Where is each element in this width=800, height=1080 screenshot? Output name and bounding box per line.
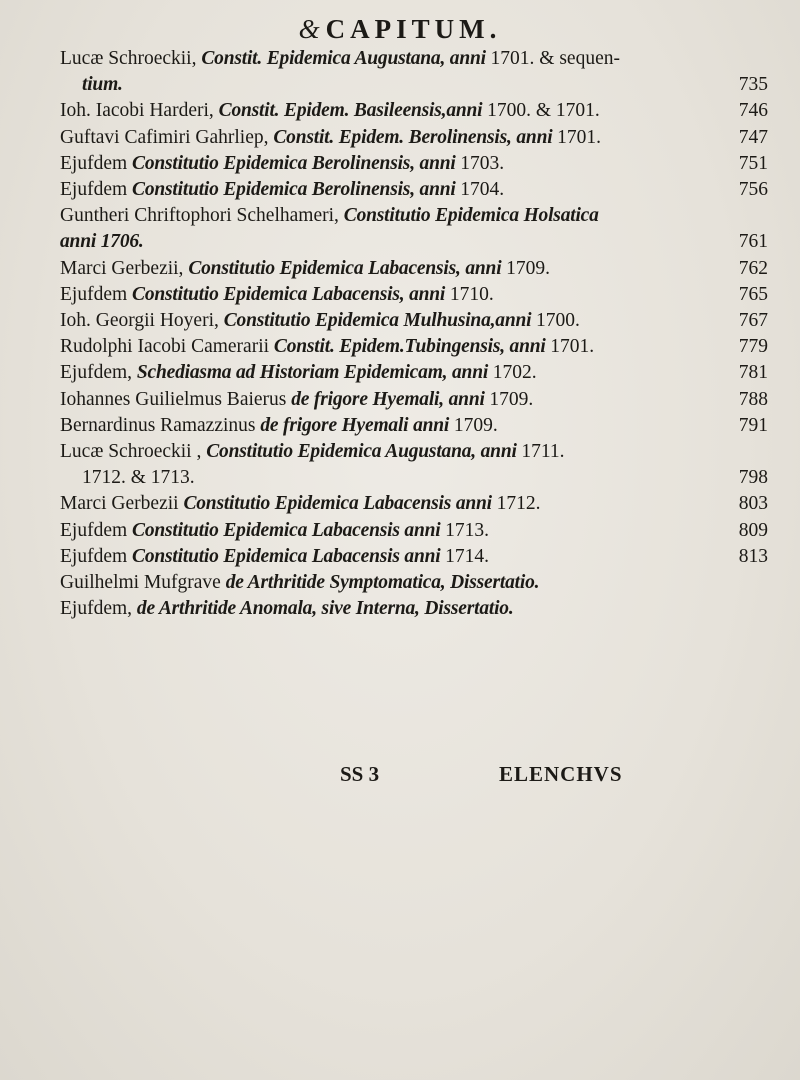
table-of-contents bbox=[60, 46, 768, 622]
toc-entry: Ejufdem Constitutio Epidemica Labacensis anni 1713. 809 bbox=[60, 518, 768, 544]
toc-entry: Iohannes Guilielmus Baierus de frigore Hyemali, anni 1709. 788 bbox=[60, 387, 768, 413]
toc-entry: Marci Gerbezii Constitutio Epidemica Labacensis anni 1712. 803 bbox=[60, 491, 768, 517]
toc-entry: Bernardinus Ramazzinus de frigore Hyemali anni 1709. 791 bbox=[60, 413, 768, 439]
toc-entry: Ioh. Georgii Hoyeri, Constitutio Epidemica Mulhusina,anni 1700. 767 bbox=[60, 308, 768, 334]
page-number: 751 bbox=[738, 152, 768, 174]
page-number: 767 bbox=[738, 310, 768, 332]
page-number: 746 bbox=[738, 100, 768, 122]
header-title: CAPITUM. bbox=[325, 14, 502, 44]
toc-entry: Guftavi Cafimiri Gahrliep, Constit. Epidem. Berolinensis, anni 1701. 747 bbox=[60, 125, 768, 151]
toc-entry: Ejufdem Constitutio Epidemica Labacensis anni 1714. 813 bbox=[60, 544, 768, 570]
page-number: 765 bbox=[738, 283, 768, 305]
page-number: 788 bbox=[738, 388, 768, 410]
page-number: 803 bbox=[738, 493, 768, 515]
page-number: 809 bbox=[738, 519, 768, 541]
page-number: 761 bbox=[738, 231, 768, 253]
toc-entry: Ejufdem, de Arthritide Anomala, sive Interna, Dissertatio. bbox=[60, 598, 514, 620]
page-number: 798 bbox=[738, 467, 768, 489]
page-number: 813 bbox=[738, 545, 768, 567]
page-number: 779 bbox=[738, 336, 768, 358]
toc-entry: Ejufdem Constitutio Epidemica Labacensis, anni 1710. 765 bbox=[60, 282, 768, 308]
toc-entry: Rudolphi Iacobi Camerarii Constit. Epidem.Tubingensis, anni 1701. 779 bbox=[60, 334, 768, 360]
toc-entry: Ioh. Iacobi Harderi, Constit. Epidem. Basileensis,anni 1700. & 1701. 746 bbox=[60, 98, 768, 124]
toc-entry: Lucæ Schroeckii , Constitutio Epidemica Augustana, anni 1711. 1712. & 1713. 798 bbox=[60, 439, 768, 491]
toc-entry: Ejufdem, Schediasma ad Historiam Epidemicam, anni 1702. 781 bbox=[60, 360, 768, 386]
toc-entry: Ejufdem Constitutio Epidemica Berolinensis, anni 1703. 751 bbox=[60, 151, 768, 177]
header-ampersand: & bbox=[298, 14, 320, 44]
toc-entry: Guntheri Chriftophori Schelhameri, Constitutio Epidemica Holsatica anni 1706. 761 bbox=[60, 203, 768, 255]
page-header bbox=[0, 14, 800, 45]
signature-mark: SS 3 bbox=[340, 762, 380, 786]
page-number: 747 bbox=[738, 126, 768, 148]
page-number: 756 bbox=[738, 179, 768, 201]
toc-entry: Guilhelmi Mufgrave de Arthritide Symptomatica, Dissertatio. bbox=[60, 572, 540, 594]
toc-entry: Marci Gerbezii, Constitutio Epidemica Labacensis, anni 1709. 762 bbox=[60, 256, 768, 282]
catchword: ELENCHVS bbox=[499, 762, 623, 786]
page-number: 781 bbox=[738, 362, 768, 384]
page-number: 735 bbox=[738, 74, 768, 96]
toc-entry: Lucæ Schroeckii, Constit. Epidemica Augustana, anni 1701. & sequen- tium. 735 bbox=[60, 46, 768, 98]
page-number: 791 bbox=[738, 414, 768, 436]
toc-entry: Ejufdem Constitutio Epidemica Berolinensis, anni 1704. 756 bbox=[60, 177, 768, 203]
page-number: 762 bbox=[738, 257, 768, 279]
